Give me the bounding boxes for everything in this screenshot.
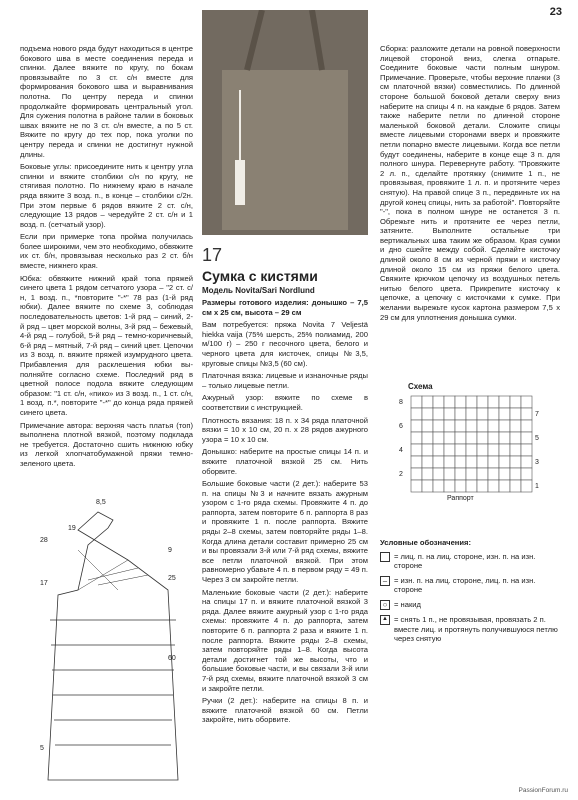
- schema-cell: [466, 468, 477, 480]
- schema-cell: [444, 432, 455, 444]
- schema-cell: [488, 396, 499, 408]
- schema-cell: [444, 444, 455, 456]
- row-1: 1: [535, 483, 539, 490]
- schema-cell: [422, 420, 433, 432]
- right-para: Сборка: разложите детали на ровной поверхности лицевой стороной вниз, слегка отпарьте. Соедините боковые части полным шнуром. Примечание. Проверьте, чтобы верхние планки (3 см платочной вязки) совместились. По длинной стороне большой боковой детали сверху вниз наберите на спицы 4 п. на каждые 6 рядов. Затем также наберите петли по длинной стороне маленькой боковой детали. Сложите спицы вместе лицевыми сторонами вверх и провяжите петли попарно вместе лицевыми. Когда все петли будут соединены, наберите в конце еще 3 п. для полного шнура. Перевернуте работу. "Провяжите 2 л. п., сделайте протяжку (снимите 1 п., не провязывая, провяжите 1 л. п. и протяните через снятую). На правой спице 3 п., передвиньте их на другой конец спицы, нить за работой". Повторяйте "-", пока в полном шнуре не останется 3 п. Обрежьте нить и протяните ее через петли, затяните. Выполните остальные три вертикальных шва таким же образом. Края сумки и дно сшейте между собой. Сделайте кисточку длиной около 8 см из черной пряжи и кисточку длиной около 15 см из пряжи белого цвета. Свяжите крючком цепочку из воздушных петель нитью белого цвета. Прикрепите кисточку к цепочке, а цепочку с кисточками к сумке. При желании вырежьте кусок картона размером 7,5 х 29 см для уплотнения донышка сумки.: [380, 44, 560, 322]
- product-photo: [202, 10, 368, 235]
- schema-cell: [499, 444, 510, 456]
- schema-cell: [411, 420, 422, 432]
- schema-cell: [455, 396, 466, 408]
- schema-cell: [411, 408, 422, 420]
- schema-cell: [411, 396, 422, 408]
- legend-item-yo: [380, 600, 560, 610]
- dim-5: 5: [40, 745, 44, 752]
- schema-cell: [433, 420, 444, 432]
- schema-chart: [395, 392, 555, 502]
- schema-cell: [477, 456, 488, 468]
- row-2: 2: [399, 471, 403, 478]
- left-column: [20, 44, 193, 472]
- legend-item-knit: [380, 552, 560, 571]
- schema-cell: [466, 432, 477, 444]
- schema-cell: [488, 468, 499, 480]
- rapport-label: Раппорт: [447, 495, 474, 502]
- schema-cell: [466, 456, 477, 468]
- row-4: 4: [399, 447, 403, 454]
- schema-cell: [466, 420, 477, 432]
- legend-item-sk2p: [380, 615, 560, 644]
- legend-knit-text: = лиц. п. на лиц. стороне, изн. п. на изн. стороне: [394, 551, 536, 571]
- mid-para-1: Размеры готового изделия: донышко – 7,5 см х 25 см, высота – 29 см: [202, 298, 368, 317]
- mid-para-6: Донышко: наберите на простые спицы 14 п. и вяжите платочной вязкой 25 см. Нить оборвите.: [202, 447, 368, 476]
- schema-cell: [521, 408, 532, 420]
- schema-cell: [466, 408, 477, 420]
- dim-17: 17: [40, 580, 48, 587]
- schema-cell: [422, 396, 433, 408]
- pattern-number: 17: [202, 245, 223, 265]
- schema-cell: [510, 396, 521, 408]
- schema-cell: [477, 408, 488, 420]
- schema-cell: [411, 480, 422, 492]
- schema-cell: [411, 444, 422, 456]
- schema-cell: [455, 444, 466, 456]
- mid-para-5: Плотность вязания: 18 п. х 34 ряда платочной вязки = 10 х 10 см, 20 п. х 28 рядов ажурного узора = 10 х 10 см.: [202, 415, 368, 444]
- schema-cell: [466, 444, 477, 456]
- schema-cell: [422, 432, 433, 444]
- mid-para-4: Ажурный узор: вяжите по схеме в соответствии с инструкцией.: [202, 393, 368, 412]
- schema-cell: [521, 480, 532, 492]
- legend-yo-text: = накид: [394, 599, 421, 609]
- yarn-over-icon: ○: [380, 600, 390, 610]
- schema-cell: [455, 468, 466, 480]
- schema-cell: [510, 420, 521, 432]
- schema-cell: [422, 480, 433, 492]
- schema-cell: [455, 420, 466, 432]
- purl-symbol-icon: –: [380, 576, 390, 586]
- schema-cell: [411, 456, 422, 468]
- right-column: [380, 44, 560, 325]
- left-para-1: подъема нового ряда будут находиться в центре бокового шва в месте соединения переда и спинки. Далее вяжите по кругу, по бокам провязывайте по 3 ст. с/н вместе для формирования бокового шва и выравнивания полотна. По центру переда и спинки продолжайте формировать центральный угол. Для сужения полотна в районе талии в боковых швах вяжите не по 3 ст. с/н вместе, а по 5 ст. Вяжите по кругу до тех пор, пока уголки по центру переда и спинки не достигнут нужной длины.: [20, 44, 193, 159]
- schema-cell: [477, 444, 488, 456]
- schema-cell: [477, 396, 488, 408]
- schema-cell: [455, 456, 466, 468]
- pattern-title: Сумка с кистями: [202, 268, 318, 284]
- schema-cell: [510, 456, 521, 468]
- mid-para-9: Ручки (2 дет.): наберите на спицы 8 п. и вяжите платочной вязкой 60 см. Петли закройте, нить оборвите.: [202, 696, 368, 725]
- schema-cell: [422, 444, 433, 456]
- knit-symbol-icon: [380, 552, 390, 562]
- schema-cell: [411, 432, 422, 444]
- schema-cell: [510, 480, 521, 492]
- footer-watermark: PassionForum.ru: [518, 787, 568, 794]
- schema-cell: [521, 396, 532, 408]
- schema-cell: [488, 420, 499, 432]
- schema-cell: [521, 444, 532, 456]
- mid-para-2: Вам потребуется: пряжа Novita 7 Veljestä hiekka vaija (75% шерсть, 25% полиамид, 200 м/100 г) – 250 г песочного цвета, белого и черного цвета для кисточек, спицы №3,5, круговые спицы №3,5 (60 см).: [202, 320, 368, 368]
- schema-cell: [433, 444, 444, 456]
- row-5: 5: [535, 435, 539, 442]
- schema-cell: [488, 444, 499, 456]
- middle-column: [202, 298, 368, 728]
- schema-cell: [499, 468, 510, 480]
- schema-cell: [433, 432, 444, 444]
- schema-cell: [433, 468, 444, 480]
- row-3: 3: [535, 459, 539, 466]
- schema-cell: [499, 480, 510, 492]
- schema-cell: [477, 480, 488, 492]
- legend-item-purl: [380, 576, 560, 595]
- schema-cell: [433, 480, 444, 492]
- left-para-3: Если при примерке топа пройма получилась более широкими, чем это необходимо, обвяжите их ст. б/н, провязывая несколько раз 2 ст. б/н вместе, нижнего края.: [20, 232, 193, 271]
- decrease-icon: ▲: [380, 615, 390, 625]
- dim-25: 25: [168, 575, 176, 582]
- schema-cell: [422, 456, 433, 468]
- schema-cell: [444, 468, 455, 480]
- schema-cell: [444, 456, 455, 468]
- schema-cell: [455, 480, 466, 492]
- legend-dec-text: = снять 1 п., не провязывая, провязать 2 п. вместе лиц. и протянуть получившуюся петлю через снятую: [394, 614, 558, 644]
- row-7: 7: [535, 411, 539, 418]
- mid-para-7: Большие боковые части (2 дет.): наберите 53 п. на спицы №3 и начните вязать ажурным узором с 1-го ряда схемы. Провяжите 4 п. до раппорта, затем повторите 6 п. раппорта 8 раз и провяжите 1 п. после раппорта. Вяжите ряды 2–8 схемы, затем повторяйте ряды 1–8. Когда длина детали составит примерно 25 см и вы провязали 3-й или 7-й ряд схемы, вяжите все петли платочной вязкой. При этом равномерно убавьте 4 п. в первом ряду = 49 п. Через 3 см закройте петли.: [202, 479, 368, 585]
- schema-cell: [422, 408, 433, 420]
- schema-cell: [521, 432, 532, 444]
- left-para-2: Боковые углы: присоедините нить к центру угла спинки и вяжите столбики с/н по кругу, не стягивая полотно. По нижнему краю в начале ряда вяжите 3 возд. п., в конце – столбики с/2н. При этом первые 6 рядов вяжите 2 ст. с/н, следующие 13 рядов – чередуйте 2 ст. с/н и 1 возд. п. (сетчатый узор).: [20, 162, 193, 229]
- schema-cell: [477, 468, 488, 480]
- schema-cell: [444, 420, 455, 432]
- row-6: 6: [399, 423, 403, 430]
- schema-cell: [466, 480, 477, 492]
- row-8: 8: [399, 399, 403, 406]
- dim-9: 9: [168, 547, 172, 554]
- schema-cell: [455, 432, 466, 444]
- dim-60: 60: [168, 655, 176, 662]
- schema-cell: [422, 468, 433, 480]
- skirt-diagram: [18, 490, 198, 790]
- page-number: 23: [549, 6, 562, 18]
- schema-cell: [444, 480, 455, 492]
- schema-cell: [499, 432, 510, 444]
- legend-purl-text: = изн. п. на лиц. стороне, лиц. п. на изн. стороне: [394, 575, 536, 595]
- schema-cell: [444, 396, 455, 408]
- schema-cell: [444, 408, 455, 420]
- schema-cell: [433, 456, 444, 468]
- dim-28: 28: [40, 537, 48, 544]
- schema-cell: [411, 468, 422, 480]
- schema-cell: [466, 396, 477, 408]
- schema-cell: [521, 456, 532, 468]
- left-para-5: Примечание автора: верхняя часть платья (топ) выполнена плотной вязкой, поэтому подклада не требуется. Достаточно сшить нижнюю юбку из легкой хлопчатобумажной пряжи темно-зеленого цвета.: [20, 420, 193, 468]
- schema-cell: [488, 456, 499, 468]
- schema-cell: [477, 420, 488, 432]
- legend: [380, 538, 560, 644]
- schema-cell: [510, 432, 521, 444]
- schema-cell: [488, 432, 499, 444]
- schema-cell: [433, 396, 444, 408]
- schema-cell: [499, 396, 510, 408]
- legend-title: Условные обозначения:: [380, 538, 472, 547]
- schema-cell: [510, 444, 521, 456]
- mid-para-3: Платочная вязка: лицевые и изнаночные ряды – только лицевые петли.: [202, 371, 368, 390]
- schema-cell: [499, 420, 510, 432]
- dim-19: 19: [68, 525, 76, 532]
- schema-cell: [455, 408, 466, 420]
- schema-cell: [433, 408, 444, 420]
- schema-cell: [510, 468, 521, 480]
- schema-label: Схема: [408, 382, 433, 391]
- schema-cell: [499, 408, 510, 420]
- schema-cell: [477, 432, 488, 444]
- dim-top: 8,5: [96, 499, 106, 506]
- schema-cell: [488, 480, 499, 492]
- left-para-4: Юбка: обвяжите нижний край топа пряжей синего цвета 1 рядом сетчатого узора – "2 ст. с/н, 1 возд. п., *повторите "-*" 78 раз (1-й ряд юбки). Далее вяжите по схеме 3, соблюдая последовательность цветов: 1-й ряд – синий, 2-й ряд – цвет морской волны, 3-й ряд – бежевый, 4-й ряд – голубой, 5-й ряд – темно-коричневый, 6-й ряд – мятный, 7-й ряд – синий цвет. Цепочки из 3 возд. п. вяжите пряжей изумрудного цвета. Прибавления для расклешения юбки вы-полняйте согласно схеме. Последний ряд в цветной полосе подола вяжите следующим образом: "1 ст. с/н, «пико» из 3 возд. п., 1 ст. с/н, 1 возд. п.*, повторите "-*" до конца ряда пряжей синего цвета.: [20, 273, 193, 417]
- mid-para-8: Маленькие боковые части (2 дет.): наберите на спицы 17 п. и вяжите платочной вязкой 3 ряда. Далее вяжите ажурный узор с 1-го ряда схемы: провяжите 4 п. до раппорта, затем повторите 6 п. раппорта 2 раза и вяжите 1 п. после раппорта. Вяжите ряды 2–8 схемы, затем повторяйте ряды 1–8. Когда высота детали достигнет той же высоты, что и большие боковые части, и вы связали 3-й или 7-й ряд схемы, вяжите платочной вязкой 3 см и закройте петли.: [202, 587, 368, 693]
- schema-cell: [488, 408, 499, 420]
- schema-cell: [510, 408, 521, 420]
- model-credit: Модель Novita/Sari Nordlund: [202, 286, 315, 295]
- schema-cell: [521, 468, 532, 480]
- schema-cell: [521, 420, 532, 432]
- schema-cell: [499, 456, 510, 468]
